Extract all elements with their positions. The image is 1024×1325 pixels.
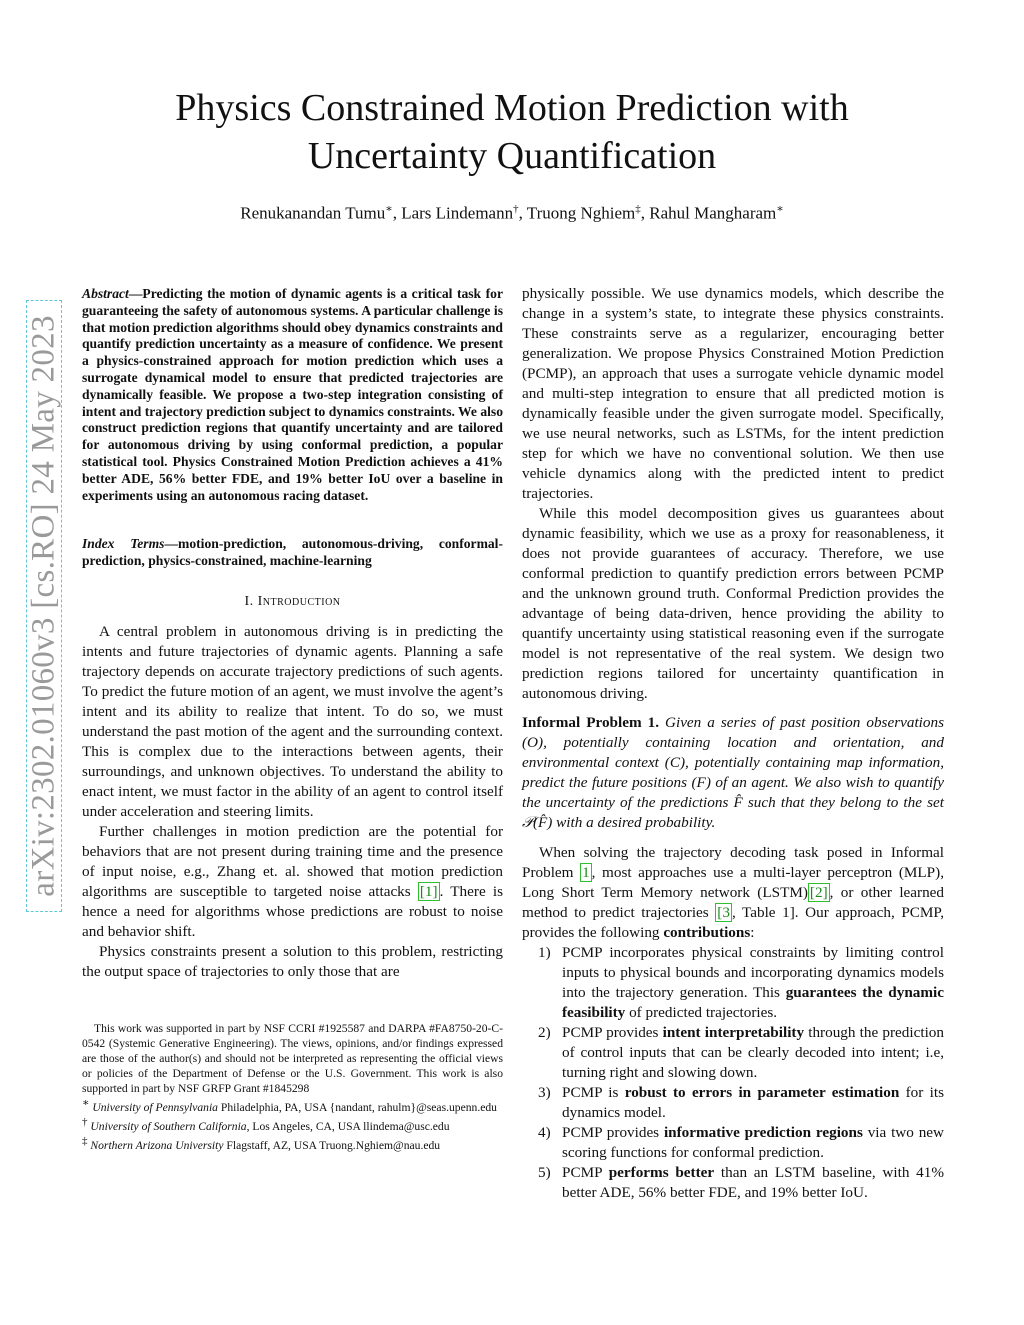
list-item — [522, 943, 944, 1023]
list-text-end: of predicted trajectories. — [625, 1004, 778, 1021]
author-4-mark: ∗ — [776, 203, 784, 215]
author-list: Renukanandan Tumu∗, Lars Lindemann†, Truong Nghiem‡, Rahul Mangharam∗ — [240, 203, 784, 223]
problem-statement: Given a series of past position observations (O), potentially containing location and orientation, and environmental context (C), potentially containing map information, predict the future positions (F) of an agent. We also wish to quantify the uncertainty of the predictions F̂ such that they belong to the set 𝒫(F̂) with a desired probability. — [522, 714, 944, 831]
abstract — [82, 286, 503, 504]
footnote-mark-1: ∗ — [82, 1097, 90, 1109]
affiliation-footnote-2 — [82, 1115, 503, 1134]
footnote-rest-1: Philadelphia, PA, USA {nandant, rahulm}@seas.upenn.edu — [217, 1100, 497, 1114]
list-text: PCMP — [562, 1164, 609, 1181]
list-bold: informative prediction regions — [663, 1124, 863, 1141]
author-1-mark: ∗ — [385, 203, 393, 215]
abstract-label: Abstract — [82, 286, 129, 301]
affiliation-footnote-1 — [82, 1096, 503, 1115]
title-line-2: Uncertainty Quantification — [307, 135, 717, 177]
right-paragraph-1: physically possible. We use dynamics models, which describe the change in a system’s state, to integrate these physics constraints. These constraints serve as a regularizer, encouraging better generalization. We propose Physics Constrained Motion Prediction (PCMP), an approach that uses a surrogate vehicle dynamic model and multi-step integration to ensure that all predicted motion is dynamically feasible under the given surrogate model. Specifically, we use neural networks, such as LSTMs, for the intent prediction step for which we have no conventional solution. We then use vehicle dynamics along with the predicted intent to predict trajectories. — [522, 285, 944, 502]
footnote-mark-3: ‡ — [82, 1134, 88, 1147]
right-paragraph-2: While this model decomposition gives us guarantees about dynamic feasibility, which we use as a proxy for reasonableness, it does not provide guarantees of accuracy. Therefore, we use conformal prediction to quantify prediction errors between PCMP and the unknown ground truth. Conformal Prediction provides the advantage of being data-driven, hence providing the ability to quantify uncertainty using statistical reasoning even if the surrogate model is not representative of the real system. We design two prediction regions tailored for uncertainty quantification in autonomous driving. — [522, 505, 944, 702]
author-2-mark: † — [513, 203, 519, 215]
citation-link-3[interactable]: [3 — [717, 904, 730, 921]
footnote-institution-1: University of Pennsylvania — [92, 1100, 218, 1114]
section-number: I. — [244, 594, 254, 609]
index-terms — [82, 536, 503, 570]
list-number: 5) — [538, 1164, 551, 1181]
citation-link-2[interactable]: [2] — [809, 884, 828, 901]
abstract-text: —Predicting the motion of dynamic agents is a critical task for guaranteeing the safety of autonomous systems. A particular challenge is that motion prediction algorithms should obey dynamics constraints and quantify prediction uncertainty as a measure of confidence. We present a physics-constrained approach for motion prediction which uses a surrogate dynamical model to ensure that predicted trajectories are dynamically feasible. We propose a two-step integration consisting of intent and trajectory prediction subject to dynamics constraints. We also construct prediction regions that quantify uncertainty and are tailored for autonomous driving by using conformal prediction, a popular statistical tool. Physics Constrained Motion Prediction achieves a 41% better ADE, 56% better FDE, and 19% better IoU over a baseline in experiments using an autonomous racing dataset. — [82, 286, 503, 503]
list-item — [522, 1023, 944, 1083]
author-1: Renukanandan Tumu — [240, 203, 386, 223]
footnote-institution-2: University of Southern California — [90, 1119, 247, 1133]
list-item — [522, 1163, 944, 1203]
list-text: PCMP provides — [562, 1124, 664, 1141]
contributions-section — [522, 843, 944, 1203]
footnote-mark-2: † — [82, 1115, 88, 1128]
after-text-1: When solving the trajectory decoding task posed in Informal Problem — [522, 844, 944, 881]
intro-paragraph-1: A central problem in autonomous driving is in predicting the intents and future trajectories of dynamic agents. Planning a safe trajectory depends on accurate trajectory predictions of such agents. To predict the future motion of an agent, we must involve the agent’s intent and its ability to realize that intent. To do so, we must understand the past motion of the agent and the surrounding context. This is complex due to the interactions between agents, their surroundings, and unknown objectives. To understand the ability to enact intent, we must factor in the ability of an agent to control itself under acceleration and steering limits. — [82, 623, 503, 820]
informal-problem — [522, 713, 944, 833]
list-number: 1) — [538, 944, 551, 961]
contributions-list — [522, 943, 944, 1203]
list-number: 3) — [538, 1084, 551, 1101]
author-4: Rahul Mangharam — [649, 203, 777, 223]
footnotes — [82, 1021, 503, 1153]
arxiv-stamp — [26, 300, 62, 912]
intro-p2-text-b: . There is hence a need for algorithms whose predictions are robust to noise and behavior shift. — [82, 883, 503, 940]
arxiv-id: arXiv:2302.01060v3 [cs.RO] 24 May 2023 — [25, 315, 62, 897]
index-terms-text: —motion-prediction, autonomous-driving, conformal-prediction, physics-constrained, machine-learning — [82, 536, 503, 568]
list-text: PCMP is — [562, 1084, 625, 1101]
list-bold: guarantees the dynamic feasibility — [562, 984, 944, 1021]
list-text: PCMP provides — [562, 1024, 663, 1041]
list-item — [522, 1123, 944, 1163]
footnote-rest-2: , Los Angeles, CA, USA llindema@usc.edu — [246, 1119, 450, 1133]
list-item — [522, 1083, 944, 1123]
contributions-intro — [522, 843, 944, 943]
list-number: 4) — [538, 1124, 551, 1141]
list-text: PCMP incorporates physical constraints by limiting control inputs to physical bounds and incorporating dynamics models into the trajectory generation. This — [562, 944, 944, 1001]
problem-ref-link[interactable]: 1 — [582, 864, 590, 881]
list-text-end: for its dynamics model. — [562, 1084, 944, 1121]
intro-p2-text-a: Further challenges in motion prediction are the potential for behaviors that are not present during training time and the presence of input noise, e.g., Zhang et. al. showed that motion prediction algorithms are susceptible to targeted noise attacks — [82, 823, 503, 900]
author-3: Truong Nghiem — [526, 203, 636, 223]
intro-paragraph-2 — [82, 822, 503, 942]
list-number: 2) — [538, 1024, 551, 1041]
list-bold: intent interpretability — [662, 1024, 805, 1041]
citation-link-1[interactable]: [1] — [419, 883, 438, 900]
after-colon: : — [750, 924, 755, 941]
right-column-intro — [522, 284, 944, 704]
author-3-mark: ‡ — [635, 203, 641, 215]
index-terms-label: Index Terms — [82, 536, 165, 551]
after-text-4: , Table 1]. Our approach, PCMP, provides the following — [522, 904, 944, 941]
funding-footnote: This work was supported in part by NSF CCRI #1925587 and DARPA #FA8750-20-C-0542 (Systemic Generative Engineering). The views, opinions, and/or findings expressed are those of the author(s) and should not be interpreted as representing the official views or policies of the Department of Defense or the U.S. Government. This work is also supported in part by NSF GRFP Grant #1845298 — [82, 1022, 503, 1095]
paper-title — [0, 84, 1024, 180]
list-bold: robust to errors in parameter estimation — [624, 1084, 900, 1101]
list-bold: performs better — [608, 1164, 715, 1181]
introduction-text — [82, 622, 503, 982]
title-line-1: Physics Constrained Motion Prediction with — [175, 87, 849, 129]
list-text-end: through the prediction of control inputs that can be clearly decoded into intent; i.e, turning right and slowing down. — [562, 1024, 944, 1081]
after-text-3: , or other learned method to predict trajectories — [522, 884, 945, 921]
footnote-rest-3: Flagstaff, AZ, USA Truong.Nghiem@nau.edu — [223, 1138, 441, 1152]
list-text-end: via two new scoring functions for conformal prediction. — [562, 1124, 945, 1161]
problem-label: Informal Problem 1. — [522, 714, 659, 731]
after-text-2: , most approaches use a multi-layer perceptron (MLP), Long Short Term Memory network (LSTM) — [522, 864, 944, 901]
author-2: Lars Lindemann — [401, 203, 514, 223]
contributions-word: contributions — [663, 924, 751, 941]
footnote-institution-3: Northern Arizona University — [90, 1138, 224, 1152]
section-title: Introduction — [257, 594, 341, 609]
list-text-end: than an LSTM baseline, with 41% better ADE, 56% better FDE, and 19% better IoU. — [562, 1164, 945, 1201]
affiliation-footnote-3 — [82, 1134, 503, 1153]
section-heading-introduction — [82, 594, 503, 610]
intro-paragraph-3: Physics constraints present a solution to this problem, restricting the output space of trajectories to only those that are — [82, 943, 503, 980]
